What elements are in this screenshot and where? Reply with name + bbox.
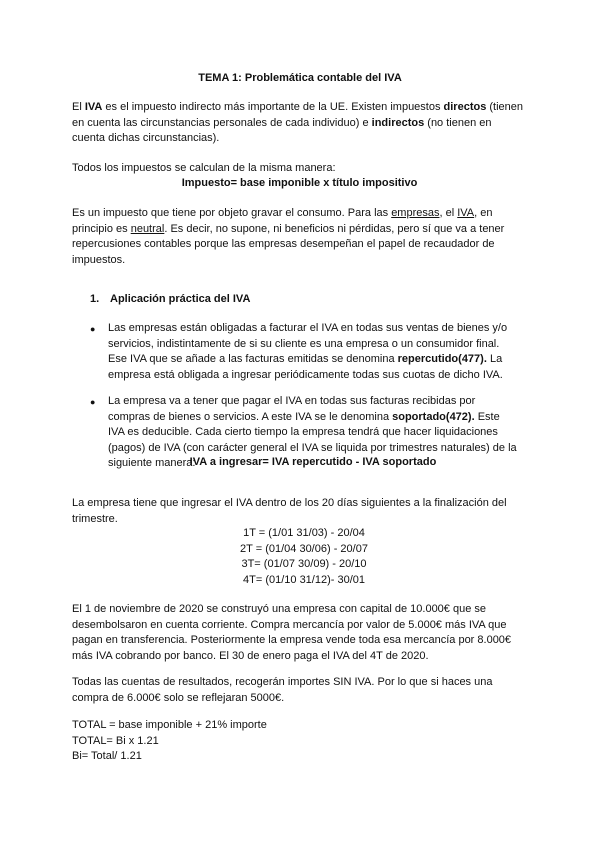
- totals-block: [72, 718, 527, 765]
- formula-iva-ingresar: IVA a ingresar= IVA repercutido - IVA soportado: [189, 456, 437, 468]
- quarter-line: 4T= (01/10 31/12)- 30/01: [243, 573, 365, 586]
- quarter-line: 3T= (01/07 30/09) - 20/10: [241, 558, 367, 571]
- text: Es un impuesto que tiene por objeto gravar el consumo. Para las: [72, 207, 392, 219]
- text: . Es decir, no supone, ni beneficios ni pérdidas, pero sí que va a tener repercusiones contables porque las empresas desempeñan el papel de recaudador de impuestos.: [72, 222, 505, 266]
- calc-paragraph: Todos los impuestos se calculan de la misma manera:: [72, 162, 336, 174]
- section-heading: [90, 293, 250, 305]
- bold-text: indirectos: [371, 116, 425, 129]
- bold-text: repercutido(477).: [397, 353, 487, 366]
- total-line: TOTAL = base imponible + 21% importe: [72, 719, 267, 731]
- page-title: TEMA 1: Problemática contable del IVA: [198, 72, 402, 84]
- text: Este IVA es deducible. Cada cierto tiempo la empresa tendrá que hacer liquidaciones (pagos) de IVA (con carácter general el IVA se liquida por trimestres naturales) de la siguiente manera:: [108, 410, 517, 470]
- formula-impuesto: Impuesto= base imponible x título impositivo: [181, 177, 418, 189]
- total-line: TOTAL= Bi x 1.21: [72, 734, 159, 747]
- underlined-text: empresas: [391, 207, 440, 219]
- section-number: 1.: [90, 293, 100, 305]
- quarter-list: [0, 526, 600, 588]
- text: Las empresas están obligadas a facturar el IVA en todas sus ventas de bienes y/o servicios, indistintamente de si su cliente es una empresa o un consumidor final. Ese IVA que se añade a las facturas emitidas se denomina: [108, 322, 508, 366]
- underlined-text: IVA: [457, 207, 475, 219]
- bullet-icon: ●: [90, 397, 96, 407]
- total-line: Bi= Total/ 1.21: [72, 750, 142, 763]
- text: (no tienen en cuenta dichas circunstancias).: [72, 116, 492, 145]
- text: es el impuesto indirecto más importante de la UE. Existen impuestos: [102, 101, 444, 113]
- text: , en principio es: [72, 207, 493, 235]
- bold-text: IVA: [84, 101, 103, 113]
- quarter-line: 2T = (01/04 30/06) - 20/07: [240, 542, 368, 555]
- intro-paragraph: [72, 100, 527, 147]
- bold-text: directos: [443, 101, 487, 113]
- bold-text: soportado(472).: [392, 410, 475, 423]
- text: El: [72, 101, 85, 113]
- text: La empresa está obligada a ingresar periódicamente todas sus cuotas de dicho IVA.: [108, 353, 503, 381]
- text: La empresa va a tener que pagar el IVA en todas sus facturas recibidas por compras de bienes o servicios. A este IVA se le denomina: [108, 395, 476, 423]
- bullet-repercutido: [108, 321, 518, 383]
- consumption-paragraph: [72, 206, 527, 268]
- text: (tienen en cuenta las circunstancias personales de cada individuo) e: [72, 101, 524, 129]
- deadline-paragraph: La empresa tiene que ingresar el IVA dentro de los 20 días siguientes a la finalización del trimestre.: [72, 497, 507, 525]
- text: , el: [439, 207, 458, 219]
- example-paragraph: El 1 de noviembre de 2020 se construyó una empresa con capital de 10.000€ que se desembolsaron en cuenta corriente. Compra mercancía por valor de 5.000€ más IVA que pagan en transferencia. Posteriormente la empresa vende toda esa mercancía por 8.000€ más IVA cobrando por banco. El 30 de enero paga el IVA del 4T de 2020.: [72, 603, 512, 662]
- bullet-icon: ●: [90, 324, 96, 334]
- quarter-line: 1T = (1/01 31/03) - 20/04: [243, 527, 365, 539]
- underlined-text: neutral: [130, 222, 165, 235]
- results-paragraph: Todas las cuentas de resultados, recogerán importes SIN IVA. Por lo que si haces una compra de 6.000€ solo se reflejaran 5000€.: [72, 676, 493, 704]
- section-label: Aplicación práctica del IVA: [110, 293, 251, 305]
